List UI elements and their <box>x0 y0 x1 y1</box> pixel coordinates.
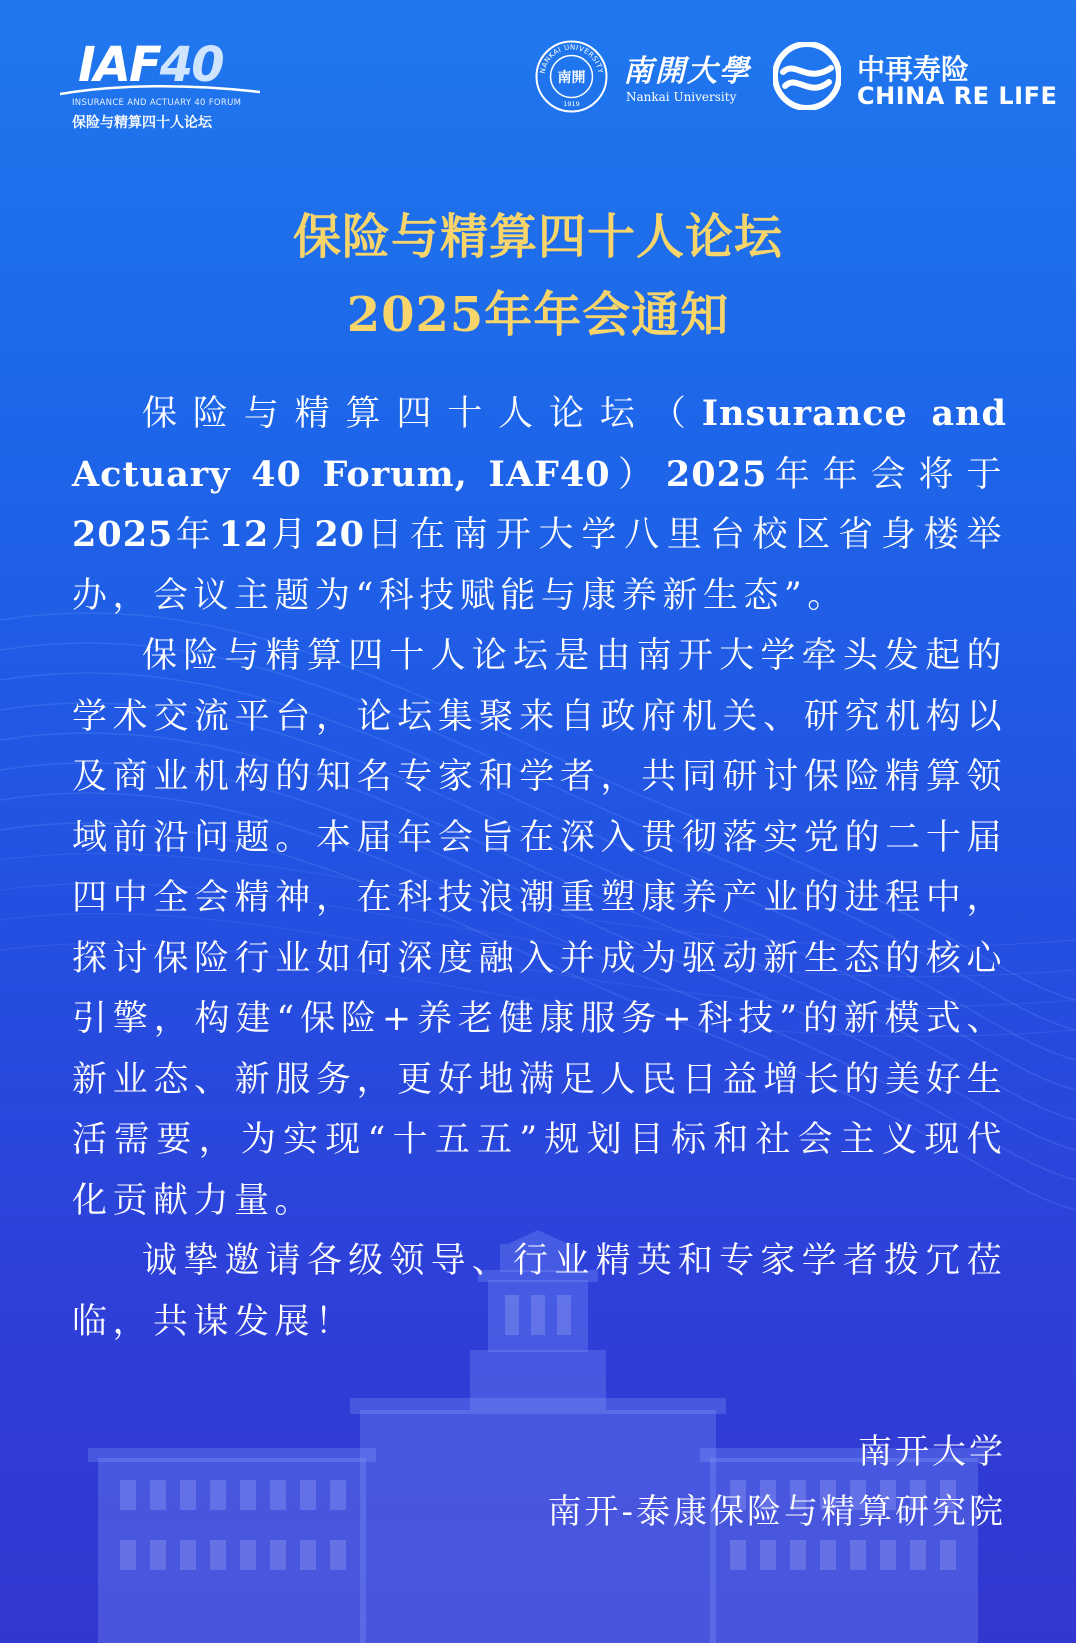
body-paragraph-1: 保险与精算四十人论坛（Insurance and Actuary 40 Forum, IAF40）2025年年会将于2025年12月20日在南开大学八里台校区省身楼举办，会议主题为“科技赋能与康养新生态”。 <box>72 393 1007 616</box>
nankai-name-en: Nankai University <box>626 90 737 104</box>
notice-title-line2: 2025年年会通知 <box>346 287 730 343</box>
body-paragraph-2: 保险与精算四十人论坛是由南开大学牵头发起的学术交流平台，论坛集聚来自政府机关、研究机构以及商业机构的知名专家和学者，共同研讨保险精算领域前沿问题。本届年会旨在深入贯彻落实党的二十届四中全会精神，在科技浪潮重塑康养产业的进程中，探讨保险行业如何深度融入并成为驱动新生态的核心引擎，构建“保险+养老健康服务+科技”的新模式、新业态、新服务，更好地满足人民日益增长的美好生活需要，为实现“十五五”规划目标和社会主义现代化贡献力量。 <box>72 636 1007 1221</box>
china-re-life-logo <box>773 42 1058 114</box>
nankai-university-logo <box>535 40 765 115</box>
nankai-seal-year: 1919 <box>563 100 580 108</box>
notice-title-line1: 保险与精算四十人论坛 <box>292 209 783 265</box>
iaf40-logo <box>60 37 275 135</box>
china-re-name-en: CHINA RE LIFE <box>857 82 1058 110</box>
body-paragraph-3: 诚挚邀请各级领导、行业精英和专家学者拨冗莅临，共谋发展！ <box>72 1241 1007 1342</box>
svg-text:NANKAI UNIVERSITY: NANKAI UNIVERSITY <box>538 43 605 75</box>
iaf40-subtitle-cn: 保险与精算四十人论坛 <box>72 115 212 131</box>
china-re-name-cn: 中再寿险 <box>857 53 970 86</box>
nankai-name-cn: 南開大學 <box>623 54 751 89</box>
iaf40-subtitle-en: INSURANCE AND ACTUARY 40 FORUM <box>72 98 242 108</box>
signature-org-1: 南开大学 <box>858 1432 1006 1472</box>
notice-body <box>72 384 1007 1352</box>
signature-org-2: 南开-泰康保险与精算研究院 <box>547 1492 1006 1532</box>
iaf40-logo-mark: IAF40 <box>78 37 223 93</box>
nankai-seal-center: 南開 <box>557 70 586 86</box>
nankai-seal-icon <box>535 40 608 113</box>
china-re-wave-icon <box>773 42 841 110</box>
swoosh-icon <box>60 82 260 98</box>
